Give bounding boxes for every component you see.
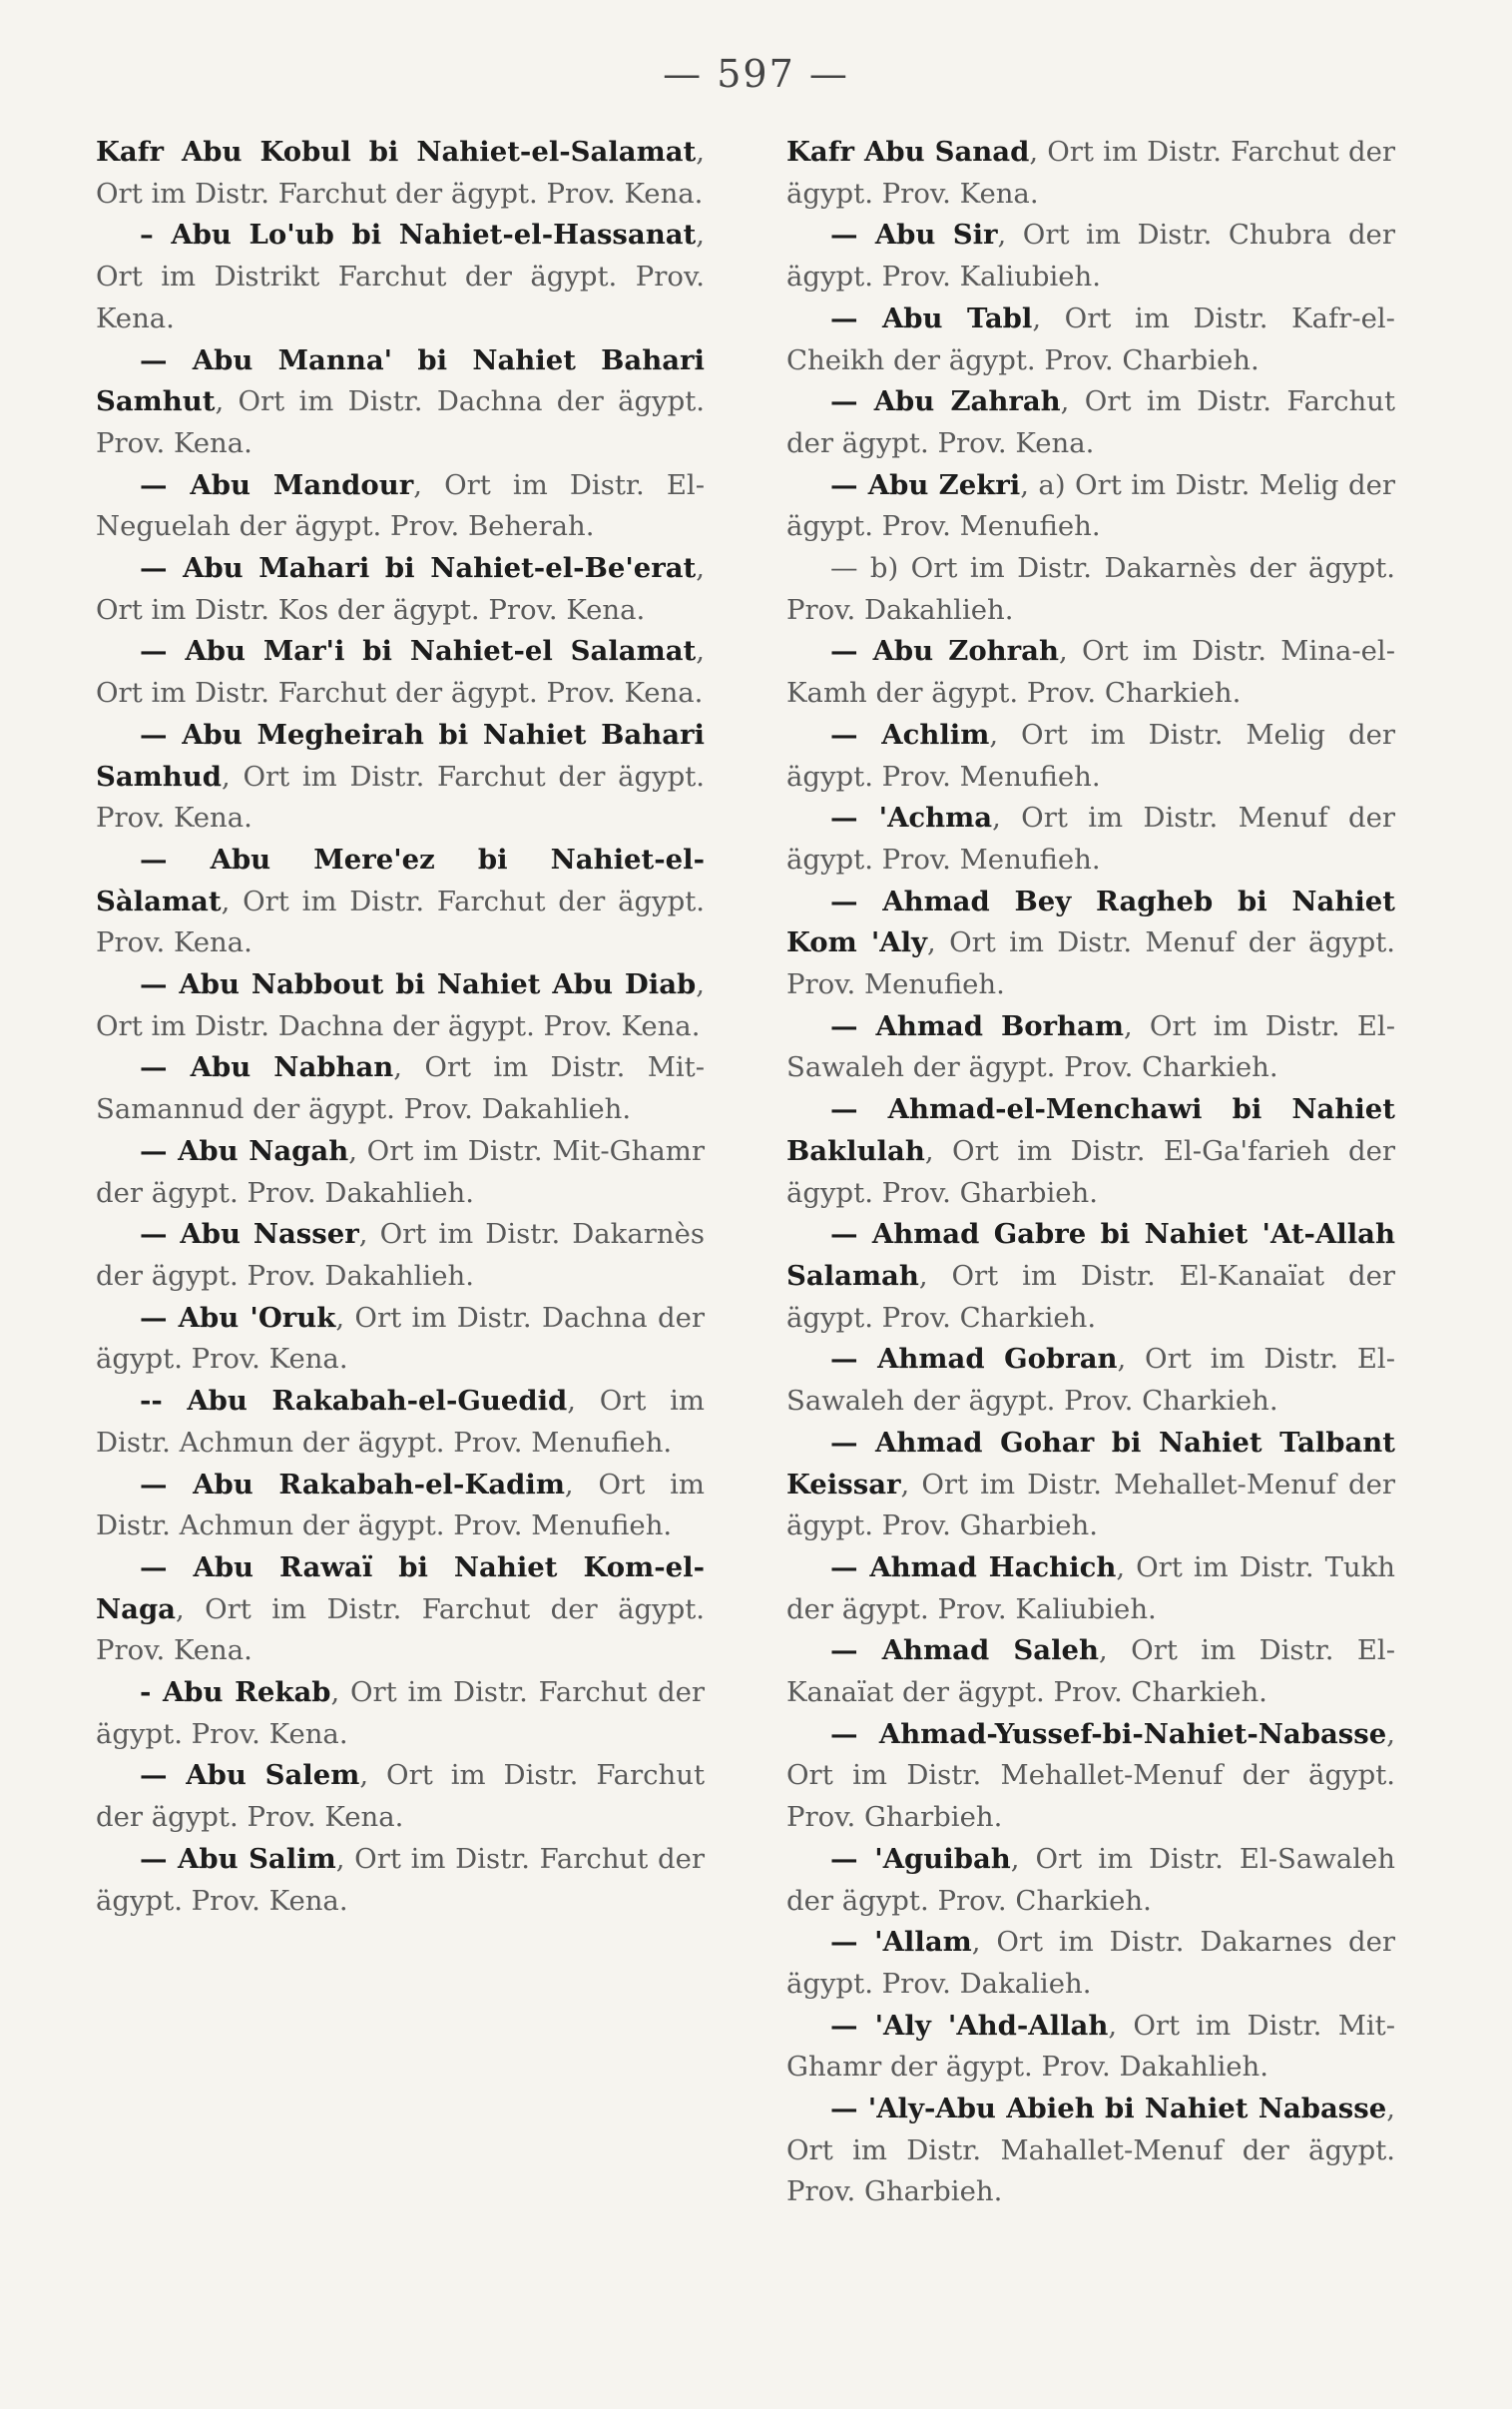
gazetteer-entry bbox=[786, 381, 1395, 464]
entry-headword: — Abu Mahari bi Nahiet-el-Be'erat bbox=[140, 552, 697, 585]
entry-headword: — Abu Nagah bbox=[140, 1134, 349, 1167]
right-column bbox=[786, 132, 1395, 2213]
entry-headword: — Abu Rakabah-el-Kadim bbox=[140, 1468, 565, 1501]
gazetteer-entry bbox=[786, 1089, 1395, 1214]
entry-description: , Ort im Distr. Farchut der ägypt. Prov. Kena. bbox=[96, 136, 705, 210]
entry-description: , Ort im Distr. Farchut der ägypt. Prov. Kena. bbox=[96, 1842, 705, 1917]
entry-description: , Ort im Distr. El-Kanaïat der ägypt. Prov. Charkieh. bbox=[786, 1634, 1395, 1709]
entry-headword: — Abu 'Oruk bbox=[140, 1301, 336, 1334]
entry-headword: — Abu Zohrah bbox=[830, 635, 1059, 668]
entry-description: , Ort im Distr. Kos der ägypt. Prov. Kena. bbox=[96, 552, 705, 626]
entry-headword: — Abu Manna' bi Nahiet Bahari Samhut bbox=[96, 343, 705, 418]
entry-description: , Ort im Distrikt Farchut der ägypt. Prov. Kena. bbox=[96, 219, 705, 334]
gazetteer-entry bbox=[96, 715, 705, 840]
entry-headword: — Ahmad Bey Ragheb bi Nahiet Kom 'Aly bbox=[786, 885, 1395, 959]
gazetteer-entry bbox=[96, 1672, 705, 1755]
gazetteer-entry bbox=[786, 1714, 1395, 1839]
gazetteer-entry bbox=[96, 631, 705, 714]
entry-headword: — 'Aly-Abu Abieh bi Nahiet Nabasse bbox=[830, 2093, 1387, 2125]
gazetteer-entry bbox=[786, 631, 1395, 714]
gazetteer-entry bbox=[786, 2006, 1395, 2089]
gazetteer-entry bbox=[786, 882, 1395, 1006]
entry-headword: — Ahmad Gohar bi Nahiet Talbant Keissar bbox=[786, 1426, 1395, 1501]
entry-headword: — Abu Salim bbox=[140, 1842, 336, 1875]
entry-description: , Ort im Distr. Mahallet-Menuf der ägypt. Prov. Gharbieh. bbox=[786, 2093, 1395, 2208]
entry-headword: — Ahmad-Yussef-bi-Nahiet-Nabasse bbox=[830, 1717, 1387, 1750]
gazetteer-entry bbox=[786, 1922, 1395, 2005]
entry-headword: — 'Aguibah bbox=[830, 1842, 1011, 1875]
entry-description: , Ort im Distr. Mehallet-Menuf der ägypt. Prov. Gharbieh. bbox=[786, 1717, 1395, 1834]
gazetteer-entry bbox=[786, 299, 1395, 381]
entry-description: , Ort im Distr. Farchut der ägypt. Prov. Kena. bbox=[96, 1592, 705, 1667]
entry-description: , Ort im Distr. Dachna der ägypt. Prov. Kena. bbox=[96, 385, 705, 459]
left-column bbox=[96, 132, 705, 1922]
entry-headword: — Abu Salem bbox=[140, 1759, 360, 1792]
entry-description: , Ort im Distr. Farchut der ägypt. Prov. Kena. bbox=[96, 1676, 705, 1750]
entry-headword: — Abu Sir bbox=[830, 219, 998, 252]
entry-headword: Kafr Abu Sanad bbox=[786, 136, 1030, 168]
entry-headword: — Abu Tabl bbox=[830, 301, 1033, 334]
gazetteer-entry bbox=[96, 132, 705, 215]
entry-description: , Ort im Distr. Mit-Ghamr der ägypt. Prov. Dakahlieh. bbox=[96, 1134, 705, 1209]
entry-headword: — 'Achma bbox=[830, 802, 993, 835]
entry-headword: — Abu Zekri bbox=[830, 468, 1021, 501]
gazetteer-entry bbox=[786, 1547, 1395, 1630]
entry-description: , Ort im Distr. El-Sawaleh der ägypt. Prov. Charkieh. bbox=[786, 1343, 1396, 1418]
entry-headword: — Ahmad Gobran bbox=[830, 1343, 1118, 1376]
gazetteer-entry bbox=[96, 1298, 705, 1381]
entry-description: , Ort im Distr. Farchut der ägypt. Prov. Kena. bbox=[786, 385, 1395, 459]
entry-description: , Ort im Distr. Achmun der ägypt. Prov. Menufieh. bbox=[96, 1468, 705, 1542]
entry-description: , Ort im Distr. Farchut der ägypt. Prov. Kena. bbox=[96, 885, 705, 959]
entry-description: , Ort im Distr. Dakarnès der ägypt. Prov. Dakahlieh. bbox=[96, 1218, 705, 1292]
entry-headword: — Abu Mere'ez bi Nahiet-el-Sàlamat bbox=[96, 843, 705, 917]
entry-headword: — Abu Megheirah bi Nahiet Bahari Samhud bbox=[96, 718, 705, 793]
gazetteer-entry bbox=[786, 1839, 1395, 1922]
gazetteer-entry bbox=[786, 2089, 1395, 2213]
entry-headword: — Abu Rawaï bi Nahiet Kom-el-Naga bbox=[96, 1550, 705, 1625]
entry-headword: -- Abu Rakabah-el-Guedid bbox=[140, 1385, 568, 1418]
entry-description: , Ort im Distr. El-Neguelah der ägypt. Prov. Beherah. bbox=[96, 468, 706, 543]
gazetteer-entry bbox=[96, 1465, 705, 1547]
gazetteer-entry bbox=[786, 1214, 1395, 1339]
entry-description: , Ort im Distr. Menuf der ägypt. Prov. Menufieh. bbox=[786, 926, 1395, 1001]
gazetteer-entry bbox=[96, 1214, 705, 1297]
entry-description: , Ort im Distr. Dachna der ägypt. Prov. Kena. bbox=[96, 968, 705, 1042]
entry-headword: - Abu Rekab bbox=[140, 1676, 331, 1709]
entry-description: , Ort im Distr. Mina-el-Kamh der ägypt. Prov. Charkieh. bbox=[786, 635, 1395, 710]
entry-headword: Kafr Abu Kobul bi Nahiet-el-Salamat bbox=[96, 136, 697, 168]
entry-headword: — Abu Nasser bbox=[140, 1218, 359, 1251]
entry-description: , Ort im Distr. Farchut der ägypt. Prov. Kena. bbox=[786, 136, 1396, 210]
gazetteer-entry bbox=[96, 215, 705, 339]
entry-headword: — 'Allam bbox=[830, 1926, 972, 1959]
entry-description: , Ort im Distr. Tukh der ägypt. Prov. Kaliubieh. bbox=[786, 1550, 1395, 1625]
gazetteer-entry bbox=[786, 1423, 1395, 1547]
gazetteer-entry bbox=[96, 1839, 705, 1922]
entry-description: , Ort im Distr. Dakarnes der ägypt. Prov. Dakalieh. bbox=[786, 1926, 1395, 2000]
entry-description: , Ort im Distr. Farchut der ägypt. Prov. Kena. bbox=[96, 1759, 705, 1834]
gazetteer-entry bbox=[786, 1339, 1395, 1422]
entry-headword: — Abu Nabhan bbox=[140, 1051, 394, 1084]
entry-headword: – Abu Lo'ub bi Nahiet-el-Hassanat bbox=[140, 219, 697, 252]
entry-description: , Ort im Distr. Dachna der ägypt. Prov. Kena. bbox=[96, 1301, 706, 1376]
entry-description: , Ort im Distr. El-Ga'farieh der ägypt. Prov. Gharbieh. bbox=[786, 1134, 1395, 1209]
entry-description: , Ort im Distr. El-Sawaleh der ägypt. Prov. Charkieh. bbox=[786, 1009, 1395, 1084]
entry-headword: — Abu Mandour bbox=[140, 468, 414, 501]
entry-headword: — 'Aly 'Ahd-Allah bbox=[830, 2009, 1109, 2042]
gazetteer-entry bbox=[786, 132, 1395, 215]
entry-description: , Ort im Distr. Menuf der ägypt. Prov. Menufieh. bbox=[786, 802, 1395, 876]
entry-description: , Ort im Distr. Farchut der ägypt. Prov. Kena. bbox=[96, 760, 705, 835]
entry-headword: — Abu Nabbout bi Nahiet Abu Diab bbox=[140, 968, 697, 1001]
entry-description: , Ort im Distr. Mehallet-Menuf der ägypt. Prov. Gharbieh. bbox=[786, 1468, 1395, 1542]
entry-description: , Ort im Distr. Farchut der ägypt. Prov. Kena. bbox=[96, 635, 705, 710]
gazetteer-entry bbox=[786, 715, 1395, 798]
gazetteer-entry bbox=[786, 215, 1395, 298]
gazetteer-entry bbox=[786, 1006, 1395, 1089]
gazetteer-entry bbox=[96, 1047, 705, 1130]
gazetteer-entry bbox=[96, 1381, 705, 1464]
gazetteer-entry bbox=[96, 465, 705, 548]
gazetteer-entry bbox=[96, 548, 705, 631]
entry-headword: — Ahmad Gabre bi Nahiet 'At-Allah Salamah bbox=[786, 1218, 1395, 1292]
entry-headword: — Ahmad-el-Menchawi bi Nahiet Baklulah bbox=[786, 1093, 1395, 1167]
entry-description: , Ort im Distr. Melig der ägypt. Prov. Menufieh. bbox=[786, 718, 1395, 793]
entry-description: , Ort im Distr. Chubra der ägypt. Prov. Kaliubieh. bbox=[786, 219, 1395, 294]
gazetteer-entry bbox=[96, 964, 705, 1047]
gazetteer-entry bbox=[96, 1131, 705, 1214]
entry-description: , Ort im Distr. Kafr-el-Cheikh der ägypt. Prov. Charbieh. bbox=[786, 301, 1395, 376]
entry-headword: — Ahmad Saleh bbox=[830, 1634, 1100, 1667]
gazetteer-entry bbox=[96, 1547, 705, 1672]
gazetteer-entry bbox=[96, 1755, 705, 1838]
entry-description: , Ort im Distr. Achmun der ägypt. Prov. Menufieh. bbox=[96, 1385, 705, 1459]
gazetteer-entry bbox=[96, 340, 705, 465]
gazetteer-entry bbox=[786, 465, 1395, 548]
entry-headword: — Achlim bbox=[830, 718, 990, 751]
entry-description: , Ort im Distr. Mit-Ghamr der ägypt. Prov. Dakahlieh. bbox=[786, 2009, 1395, 2084]
entry-headword: — Abu Zahrah bbox=[830, 385, 1061, 418]
entry-description: , Ort im Distr. El-Sawaleh der ägypt. Prov. Charkieh. bbox=[786, 1842, 1395, 1917]
page-number: — 597 — bbox=[663, 52, 849, 96]
entry-description: , a) Ort im Distr. Melig der ägypt. Prov. Menufieh. bbox=[786, 468, 1395, 543]
gazetteer-entry bbox=[786, 1630, 1395, 1713]
entry-headword: — Ahmad Hachich bbox=[830, 1550, 1117, 1583]
entry-description: , Ort im Distr. El-Kanaïat der ägypt. Prov. Charkieh. bbox=[786, 1259, 1395, 1334]
entry-headword: — Abu Mar'i bi Nahiet-el Salamat bbox=[140, 635, 697, 668]
gazetteer-entry bbox=[786, 548, 1395, 631]
gazetteer-entry bbox=[96, 840, 705, 964]
gazetteer-entry bbox=[786, 798, 1395, 881]
entry-description: — b) Ort im Distr. Dakarnès der ägypt. Prov. Dakahlieh. bbox=[786, 552, 1395, 626]
entry-description: , Ort im Distr. Mit-Samannud der ägypt. Prov. Dakahlieh. bbox=[96, 1051, 705, 1126]
entry-headword: — Ahmad Borham bbox=[830, 1009, 1124, 1042]
